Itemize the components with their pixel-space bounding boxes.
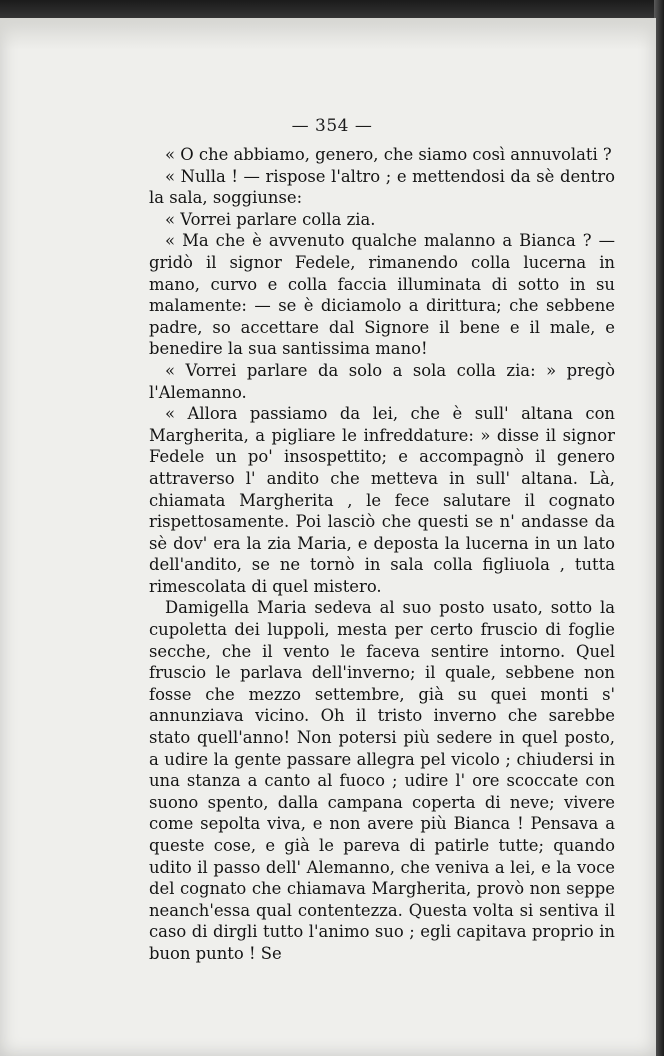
paragraph: « Ma che è avvenuto qualche malanno a Bianca ? — gridò il signor Fedele, rimanendo colla lucerna in mano, curvo e colla faccia illuminata di sotto in su malamente: — se è diciamolo a dirittura; che sebbene padre, so accettare dal Signore il bene e il male, e benedire la sua santissima mano! [149,231,615,359]
body-text [149,144,615,965]
paragraph: Damigella Maria sedeva al suo posto usato, sotto la cupoletta dei luppoli, mesta per certo fruscio di foglie secche, che il vento le faceva sentire intorno. Quel fruscio le parlava dell'inverno; il quale, sebbene non fosse che mezzo settembre, già su quei monti s' annunziava vicino. Oh il tristo inverno che sarebbe stato quell'anno! Non potersi più sedere in quel posto, a udire la gente passare allegra pel vicolo ; chiudersi in una stanza a canto al fuoco ; udire l' ore scoccate con suono spento, dalla campana coperta di neve; vivere come sepolta viva, e non avere più Bianca ! Pensava a queste cose, e già le pareva di patirle tutte; quando udito il passo dell' Alemanno, che veniva a lei, e la voce del cognato che chiamava Margherita, provò non seppe neanch'essa qual contentezza. Questa volta si sentiva il caso di dirgli tutto l'animo suo ; egli capitava proprio in buon punto ! Se [149,598,615,963]
paragraph: « Nulla ! — rispose l'altro ; e mettendosi da sè dentro la sala, soggiunse: [149,166,615,208]
page-number: — 354 — [291,116,373,136]
paragraph: « Vorrei parlare da solo a sola colla zia: » pregò l'Alemanno. [149,360,615,402]
paragraph: « O che abbiamo, genero, che siamo così annuvolati ? [165,145,612,164]
paragraph: « Allora passiamo da lei, che è sull' altana con Margherita, a pigliare le infreddature: » disse il signor Fedele un po' insospettito; e accompagnò il genero attraverso l' andito che metteva in sull' altana. Là, chiamata Margherita , le fece salutare il cognato rispettosamente. Poi lasciò che questi se n' andasse da sè dov' era la zia Maria, e deposta la lucerna in un lato dell'andito, se ne tornò in sala colla figliuola , tutta rimescolata di quel mistero. [149,404,615,596]
paragraph: « Vorrei parlare colla zia. [165,209,376,229]
